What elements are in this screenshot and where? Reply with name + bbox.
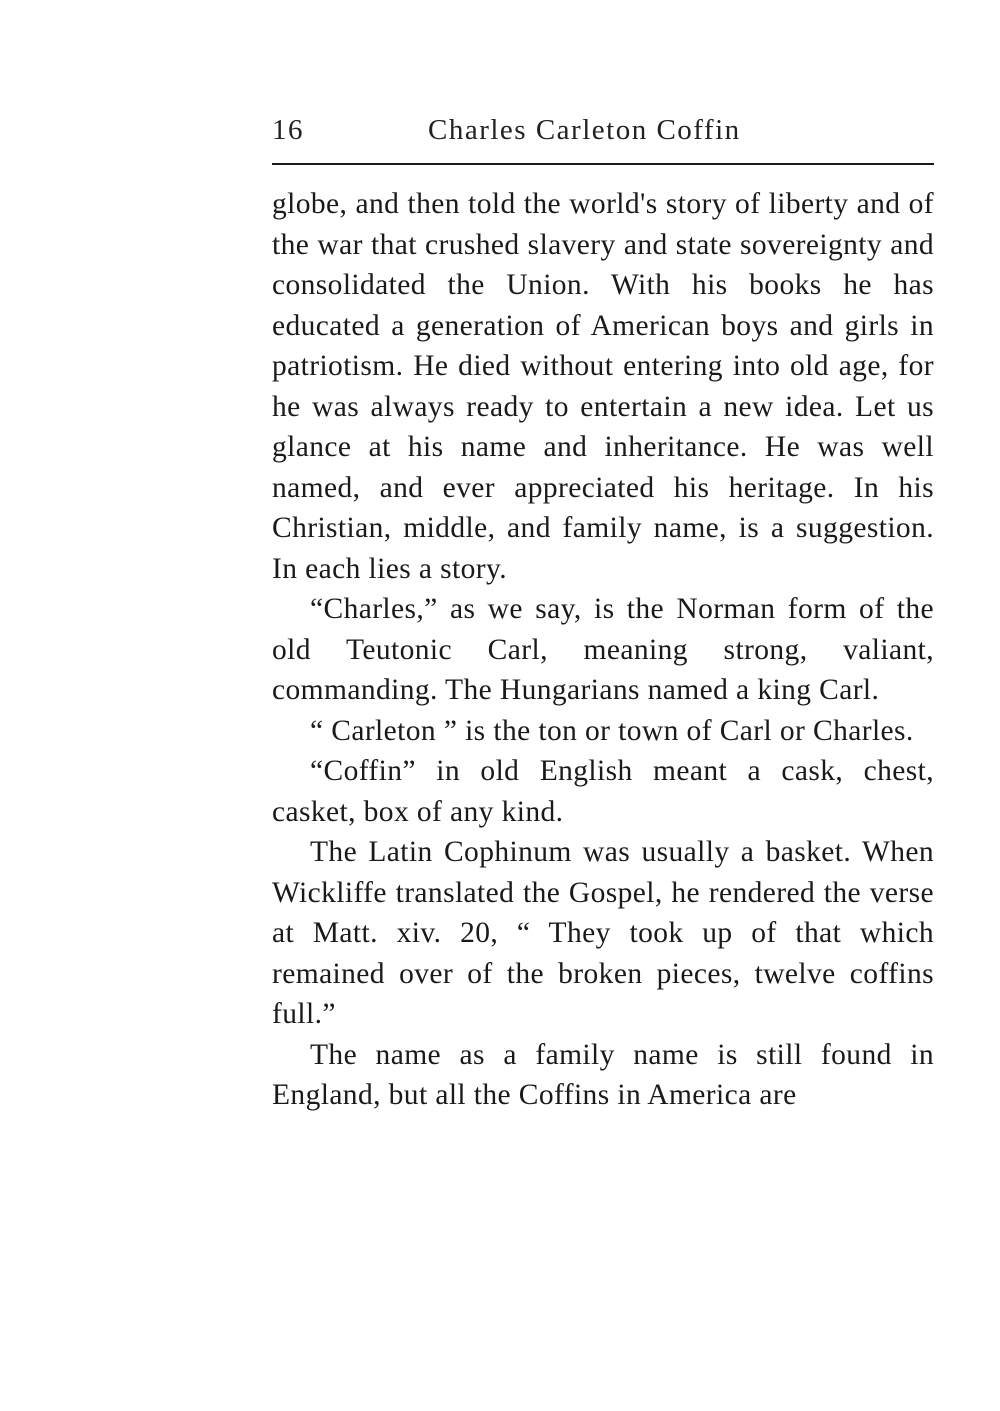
paragraph-coffin: “Coffin” in old English meant a cask, chest, casket, box of any kind. (272, 755, 934, 828)
page-number: 16 (272, 114, 304, 146)
running-head (272, 108, 934, 160)
paragraph-charles: “Charles,” as we say, is the Norman form of the old Teutonic Carl, meaning strong, valiant, commanding. The Hungarians named a king Carl. (272, 593, 934, 706)
paragraph-continuation: globe, and then told the world's story of liberty and of the war that crushed slavery and state sovereignty and consolidated the Union. With his books he has educated a generation of American boys and girls in patriotism. He died without entering into old age, for he was always ready to entertain a new idea. Let us glance at his name and inheritance. He was well named, and ever appreciated his heritage. In his Christian, middle, and family name, is a suggestion. In each lies a story. (272, 188, 934, 585)
book-page (272, 108, 934, 1111)
paragraph-family-name: The name as a family name is still found in England, but all the Coffins in America are (272, 1038, 934, 1111)
running-title: Charles Carleton Coffin (428, 114, 741, 146)
header-rule (272, 163, 934, 165)
body-text (272, 184, 934, 1116)
paragraph-carleton: “ Carleton ” is the ton or town of Carl or Charles. (310, 714, 914, 747)
paragraph-cophinum: The Latin Cophinum was usually a basket. When Wickliffe translated the Gospel, he rendered the verse at Matt. xiv. 20, “ They took up of that which remained over of the broken pieces, twelve coffins full.” (272, 836, 934, 1030)
